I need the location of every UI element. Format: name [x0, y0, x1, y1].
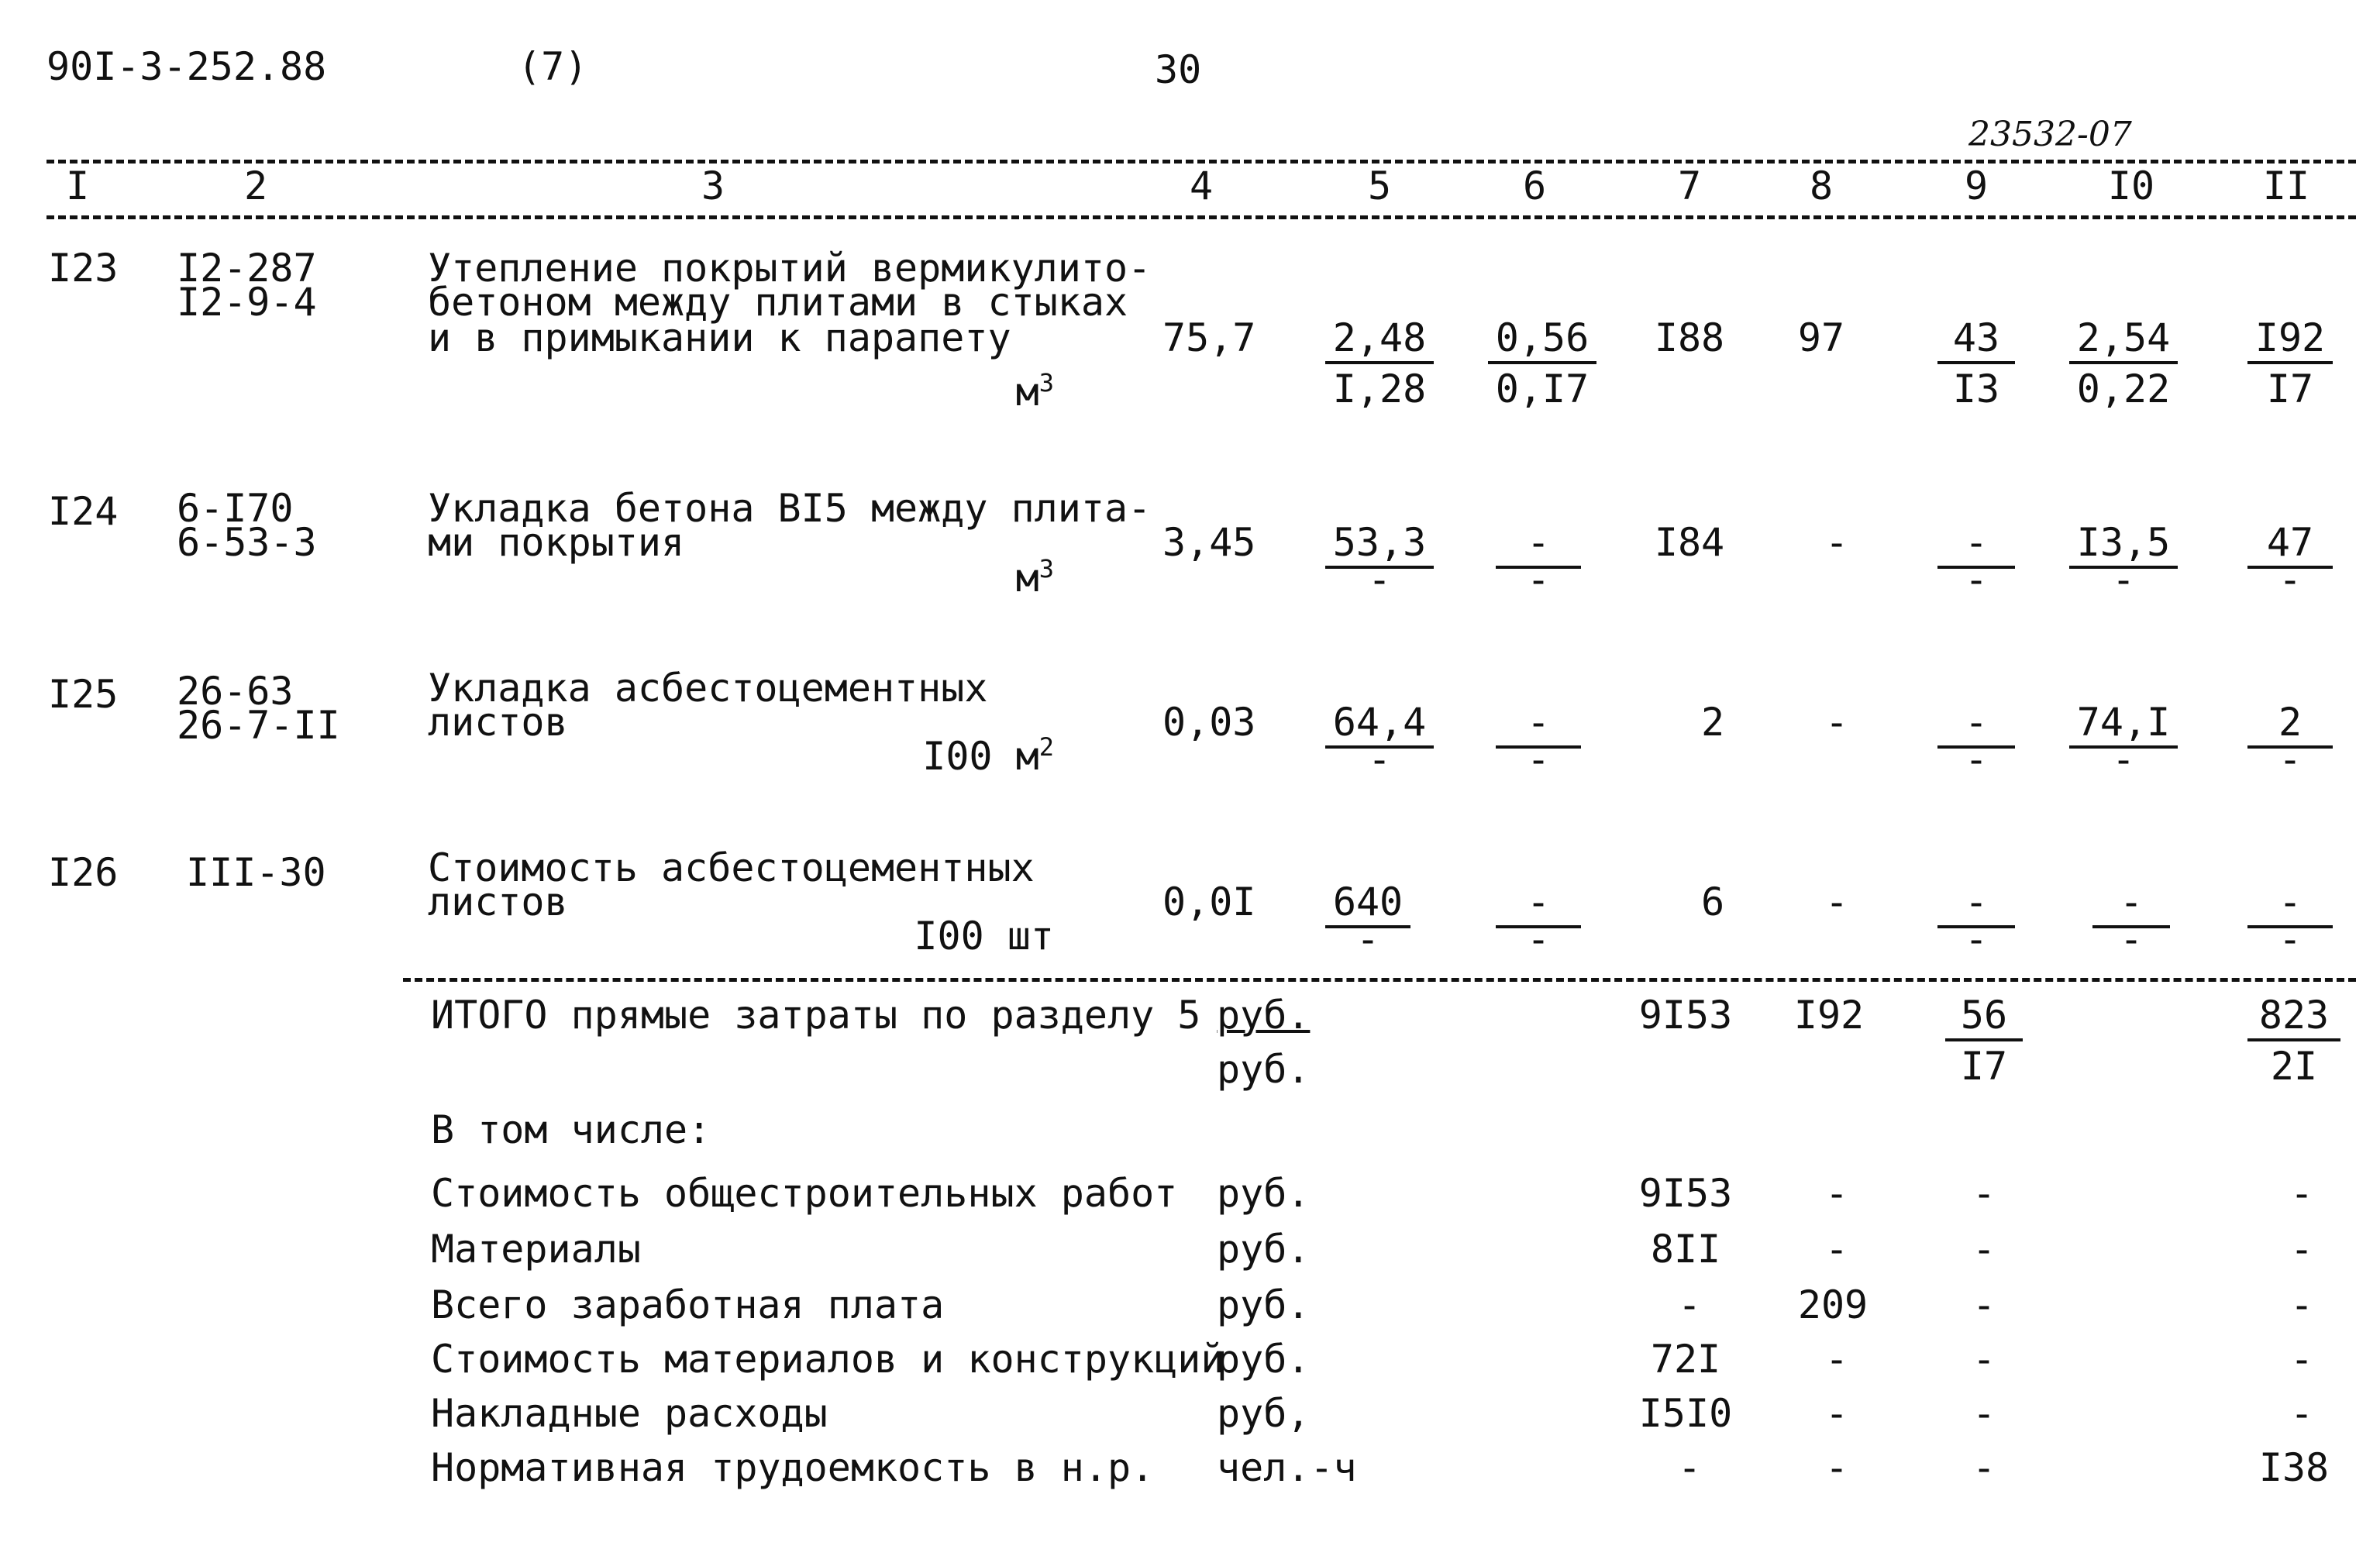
breakdown-col8: -	[1824, 1445, 1849, 1490]
col11-value	[2247, 520, 2333, 602]
column-header: 3	[701, 164, 725, 208]
numerator: I3,5	[2069, 521, 2178, 569]
denominator: I7	[1960, 1044, 2008, 1089]
numerator: 823	[2247, 993, 2340, 1041]
col5-value	[1325, 700, 1434, 782]
quantity: 3,45	[1162, 520, 1256, 565]
archive-number: 23532-07	[1968, 115, 2132, 154]
breakdown-col11: -	[2289, 1391, 2314, 1436]
col8-value: 97	[1797, 315, 1845, 360]
quantity: 0,03	[1162, 700, 1256, 745]
column-header: I	[65, 164, 90, 208]
unit-text: I00 м	[922, 734, 1039, 779]
unit-text: м	[1015, 370, 1039, 415]
denominator: -	[2278, 557, 2303, 602]
col9-value	[1937, 700, 2015, 782]
header-bottom-rule	[46, 215, 2356, 219]
breakdown-col11: -	[2289, 1337, 2314, 1382]
numerator: 2,54	[2069, 316, 2178, 364]
item-description: бетоном между плитами в стыках	[428, 280, 1128, 325]
denominator: -	[1355, 917, 1380, 962]
row-number: I23	[48, 246, 119, 291]
col5-value	[1325, 520, 1434, 602]
unit-text: м	[1015, 556, 1039, 601]
totals-col11	[2247, 993, 2340, 1088]
breakdown-col9: -	[1972, 1282, 1996, 1327]
column-header: II	[2262, 164, 2310, 208]
col6-value	[1496, 880, 1581, 962]
denominator: -	[1526, 737, 1551, 782]
col7-value: I84	[1654, 520, 1725, 565]
col11-value	[2247, 316, 2333, 411]
breakdown-col9: -	[1972, 1391, 1996, 1436]
denominator: -	[1367, 737, 1392, 782]
breakdown-col7: 72I	[1650, 1337, 1721, 1382]
item-description: листов	[428, 880, 568, 924]
norm-code: 6-I70	[177, 486, 294, 531]
breakdown-col11: -	[2289, 1227, 2314, 1272]
breakdown-col7: 8II	[1650, 1227, 1721, 1272]
quantity: 75,7	[1162, 315, 1256, 360]
denominator: -	[1526, 917, 1551, 962]
norm-code: I2-9-4	[177, 280, 317, 325]
column-header: 7	[1677, 164, 1702, 208]
breakdown-col7: 9I53	[1638, 1171, 1733, 1216]
numerator: 47	[2247, 521, 2333, 569]
col6-value	[1496, 700, 1581, 782]
unit-exponent: 3	[1038, 368, 1054, 398]
column-header: 2	[243, 164, 268, 208]
numerator: -	[1496, 880, 1581, 928]
norm-code: 6-53-3	[177, 520, 317, 565]
row-number: I24	[48, 489, 119, 534]
breakdown-label: Нормативная трудоемкость в н.р.	[431, 1445, 1155, 1490]
col11-value	[2247, 880, 2333, 962]
breakdown-unit: чел.-ч	[1217, 1445, 1357, 1490]
totals-col8: I92	[1793, 993, 1865, 1038]
column-header: 9	[1964, 164, 1989, 208]
numerator: 53,3	[1325, 521, 1434, 569]
denominator: -	[2278, 917, 2303, 962]
numerator: 64,4	[1325, 701, 1434, 749]
norm-code: 26-7-II	[177, 703, 340, 748]
col10-value	[2069, 700, 2178, 782]
breakdown-col11: -	[2289, 1282, 2314, 1327]
breakdown-label: Стоимость материалов и конструкций	[431, 1337, 1224, 1382]
column-header: I0	[2107, 164, 2155, 208]
unit-text: I00 шт	[914, 914, 1054, 959]
breakdown-col9: -	[1972, 1227, 1996, 1272]
row-number: I26	[48, 850, 119, 895]
breakdown-col8: 209	[1797, 1282, 1869, 1327]
numerator: 640	[1325, 880, 1410, 928]
breakdown-col8: -	[1824, 1171, 1849, 1216]
breakdown-unit: руб.	[1217, 1282, 1311, 1327]
breakdown-col11: I38	[2258, 1445, 2330, 1490]
numerator: 43	[1937, 316, 2015, 364]
denominator: 0,22	[2076, 367, 2171, 411]
breakdown-col7: -	[1677, 1445, 1702, 1490]
item-description: Стоимость асбестоцементных	[428, 845, 1035, 890]
totals-rule	[403, 978, 2356, 982]
numerator: -	[1937, 521, 2015, 569]
breakdown-col9: -	[1972, 1337, 1996, 1382]
norm-code: 26-63	[177, 669, 294, 714]
breakdown-unit: руб,	[1217, 1391, 1311, 1436]
breakdown-col9: -	[1972, 1445, 1996, 1490]
denominator: -	[1367, 557, 1392, 602]
denominator: 2I	[2270, 1044, 2318, 1089]
col7-value: 6	[1700, 880, 1725, 924]
breakdown-label: Материалы	[431, 1227, 641, 1272]
col8-value: -	[1824, 700, 1849, 745]
column-header: 8	[1809, 164, 1834, 208]
numerator: -	[1937, 880, 2015, 928]
col9-value	[1937, 520, 2015, 602]
unit	[852, 732, 1054, 779]
item-description: ми покрытия	[428, 520, 685, 565]
breakdown-col11: -	[2289, 1171, 2314, 1216]
including-label: В том числе:	[431, 1107, 711, 1152]
breakdown-col9: -	[1972, 1171, 1996, 1216]
item-description: Укладка бетона BI5 между плита-	[428, 486, 1152, 531]
totals-label: ИТОГО прямые затраты по разделу 5	[431, 993, 1201, 1038]
numerator: -	[1496, 701, 1581, 749]
item-description: Укладка асбестоцементных	[428, 666, 988, 711]
norm-code: III-30	[186, 850, 326, 895]
breakdown-col8: -	[1824, 1337, 1849, 1382]
denominator: -	[2119, 917, 2144, 962]
numerator: -	[2247, 880, 2333, 928]
denominator: I,28	[1332, 367, 1427, 411]
breakdown-unit: руб.	[1217, 1227, 1311, 1272]
item-description: Утепление покрытий вермикулито-	[428, 246, 1152, 291]
numerator: 2,48	[1325, 316, 1434, 364]
numerator: 74,I	[2069, 701, 2178, 749]
breakdown-label: Стоимость общестроительных работ	[431, 1171, 1178, 1216]
totals-unit: руб.	[1217, 1047, 1311, 1092]
col9-value	[1937, 880, 2015, 962]
numerator: -	[2092, 880, 2170, 928]
col5-value	[1325, 880, 1410, 962]
breakdown-col7: -	[1677, 1282, 1702, 1327]
numerator: I92	[2247, 316, 2333, 364]
document-code: 90I-3-252.88	[46, 44, 327, 89]
denominator: -	[1964, 917, 1989, 962]
col10-value	[2092, 880, 2170, 962]
breakdown-unit: руб.	[1217, 1171, 1311, 1216]
column-header: 6	[1522, 164, 1547, 208]
numerator: 0,56	[1488, 316, 1596, 364]
denominator: I3	[1952, 367, 2000, 411]
denominator: I7	[2266, 367, 2314, 411]
col10-value	[2069, 316, 2178, 411]
item-description: и в примыкании к парапету	[428, 315, 1011, 360]
denominator: -	[2111, 557, 2136, 602]
totals-col9	[1945, 993, 2023, 1088]
col10-value	[2069, 520, 2178, 602]
totals-unit: руб.	[1217, 993, 1311, 1038]
col6-value	[1496, 520, 1581, 602]
col9-value	[1937, 316, 2015, 411]
col8-value: -	[1824, 880, 1849, 924]
col6-value	[1488, 316, 1596, 411]
breakdown-col7: I5I0	[1638, 1391, 1733, 1436]
numerator: -	[1937, 701, 2015, 749]
col7-value: 2	[1700, 700, 1725, 745]
col5-value	[1325, 316, 1434, 411]
denominator: -	[1526, 557, 1551, 602]
unit-exponent: 3	[1038, 554, 1054, 584]
norm-code: I2-287	[177, 246, 317, 291]
numerator: 56	[1945, 993, 2023, 1041]
numerator: 2	[2247, 701, 2333, 749]
unit	[852, 370, 1054, 414]
unit-exponent: 2	[1038, 732, 1054, 762]
quantity: 0,0I	[1162, 880, 1256, 924]
section-number: (7)	[518, 44, 588, 89]
column-header: 4	[1189, 164, 1214, 208]
breakdown-unit: руб.	[1217, 1337, 1311, 1382]
denominator: -	[2111, 737, 2136, 782]
breakdown-col8: -	[1824, 1227, 1849, 1272]
col8-value: -	[1824, 520, 1849, 565]
col11-value	[2247, 700, 2333, 782]
unit	[852, 914, 1054, 958]
totals-col7: 9I53	[1638, 993, 1733, 1038]
item-description: листов	[428, 700, 568, 745]
breakdown-col8: -	[1824, 1391, 1849, 1436]
denominator: 0,I7	[1495, 367, 1590, 411]
numerator: -	[1496, 521, 1581, 569]
denominator: -	[2278, 737, 2303, 782]
denominator: -	[1964, 557, 1989, 602]
row-number: I25	[48, 672, 119, 717]
denominator: -	[1964, 737, 1989, 782]
breakdown-label: Всего заработная плата	[431, 1282, 945, 1327]
page-number: 30	[1155, 47, 1202, 92]
col7-value: I88	[1654, 315, 1725, 360]
breakdown-label: Накладные расходы	[431, 1391, 828, 1436]
unit	[852, 556, 1054, 600]
column-header: 5	[1367, 164, 1392, 208]
